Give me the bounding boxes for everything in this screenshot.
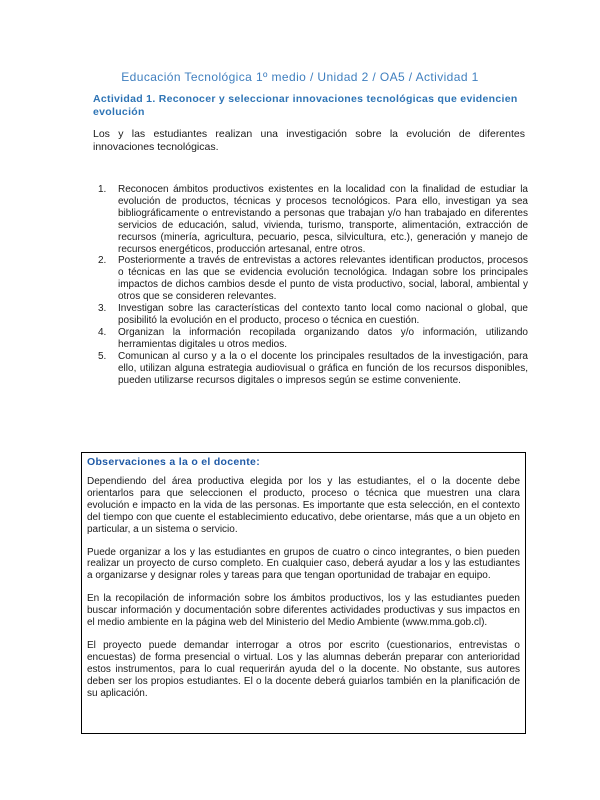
step-number: 1. — [98, 184, 107, 195]
observation-paragraph: Dependiendo del área productiva elegida por los y las estudiantes, el o la docente debe orientarlos para que seleccionen el producto, proceso o técnica que muestren una clara evolución e impacto en la vida de las personas. Es importante que esta selección, en el contexto del tiempo con que cuente el establecimiento educativo, debe orientarse, más que a un objeto en particular, a un sistema o servicio. — [87, 476, 520, 535]
steps-list — [98, 184, 528, 386]
step-number: 5. — [98, 350, 107, 362]
step-number: 2. — [98, 255, 107, 267]
observations-title: Observaciones a la o el docente: — [87, 456, 260, 468]
step-number: 3. — [98, 303, 107, 315]
list-item — [98, 255, 528, 303]
step-text: Posteriormente a través de entrevistas a actores relevantes identifican productos, procesos o técnicas en las que se evidencia evolución tecnológica. Indagan sobre los principales impactos de dichos cambios desde el punto de vista productivo, social, laboral, ambiental y otros que se consideren relevantes. — [118, 255, 528, 303]
observation-paragraph: El proyecto puede demandar interrogar a otros por escrito (cuestionarios, entrevistas o encuestas) de forma presencial o virtual. Los y las alumnas deberán preparar con anterioridad estos instrumentos, para lo cual requerirán ayuda del o la docente. No obstante, sus autores deben ser los propios estudiantes. El o la docente deberá guiarlos también en la planificación de su aplicación. — [87, 639, 520, 699]
list-item — [98, 184, 528, 255]
teacher-observations-box — [81, 452, 526, 734]
observation-paragraph: En la recopilación de información sobre los ámbitos productivos, los y las estudiantes pueden buscar información y documentación sobre diferentes actividades productivas y sus impactos en el medio ambiente en la página web del Ministerio del Medio Ambiente (www.mma.gob.cl). — [87, 593, 520, 629]
list-item — [98, 350, 528, 387]
list-item — [98, 303, 528, 327]
step-number: 4. — [98, 326, 107, 338]
step-text: Organizan la información recopilada organizando datos y/o información, utilizando herramientas digitales u otros medios. — [118, 326, 528, 350]
step-text: Reconocen ámbitos productivos existentes en la localidad con la finalidad de estudiar la evolución de productos, técnicas y procesos tecnológicos. Para ello, investigan ya sea bibliográficamente o entrevistando a personas que trabajan y/o han trabajado en diferentes servicios de educación, salud, vivienda, turismo, transporte, alimentación, extracción de recursos (minería, agricultura, pecuario, pesca, silvicultura, etc.), generación y manejo de recursos energéticos, producción artesanal, entre otros. — [118, 184, 528, 255]
observation-paragraph: Puede organizar a los y las estudiantes en grupos de cuatro o cinco integrantes, o bien pueden realizar un proyecto de curso completo. En cualquier caso, deberá ayudar a los y las estudiantes a organizarse y designar roles y tareas para que tengan oportunidad de trabajar en equipo. — [87, 546, 520, 582]
activity-intro: Los y las estudiantes realizan una investigación sobre la evolución de diferentes innovaciones tecnológicas. — [93, 128, 525, 153]
activity-title: Actividad 1. Reconocer y seleccionar innovaciones tecnológicas que evidencien evolución — [93, 93, 518, 118]
step-text: Comunican al curso y a la o el docente los principales resultados de la investigación, para ello, utilizan alguna estrategia audiovisual o gráfica en función de los recursos disponibles, pueden utilizarse recursos digitales o impresos según se estime conveniente. — [118, 350, 528, 386]
step-text: Investigan sobre las características del contexto tanto local como nacional o global, que posibilitó la evolución en el producto, proceso o técnica en cuestión. — [118, 303, 528, 326]
list-item — [98, 326, 528, 351]
page-header: Educación Tecnológica 1º medio / Unidad 2 / OA5 / Actividad 1 — [121, 70, 479, 84]
